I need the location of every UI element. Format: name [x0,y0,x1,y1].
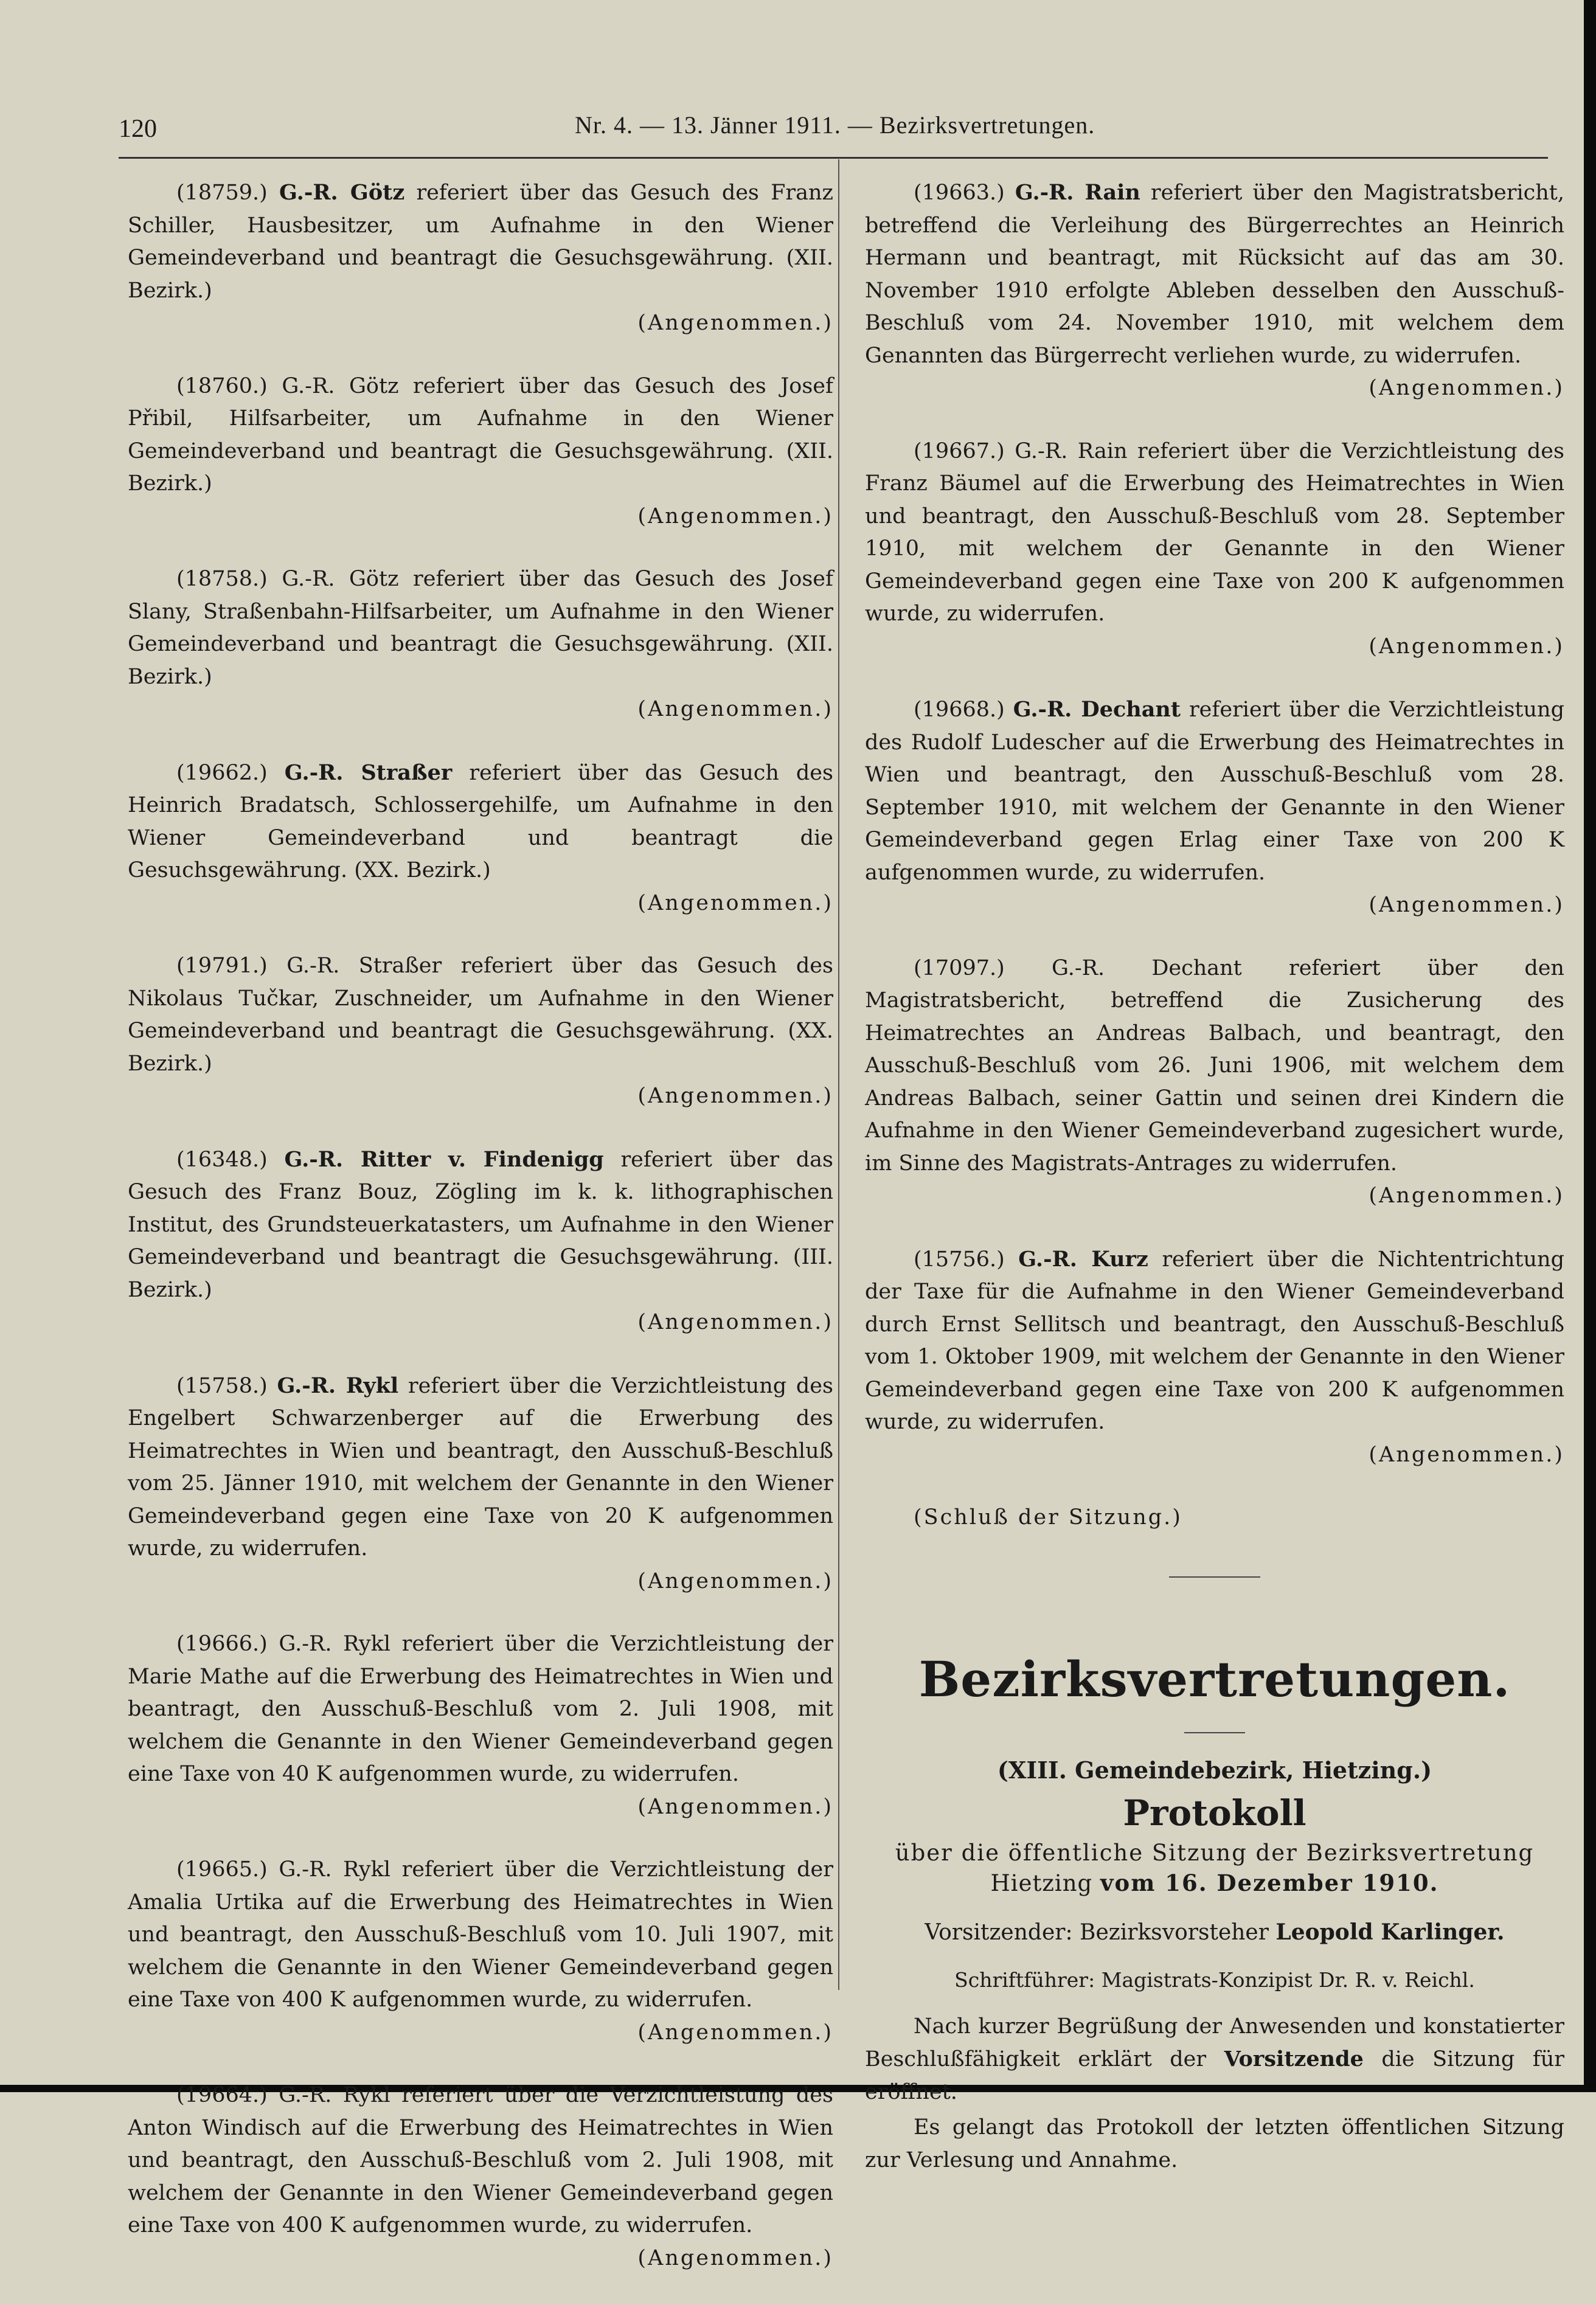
entry-text: referiert über das Gesuch des Josef Slany, Straßenbahn-Hilfsarbeiter, um Aufnahme in den Wiener Gemeindeverband und beantragt die Gesuchsgewährung. (XII. Bezirk.) [128,567,833,689]
entry-outcome: (Angenommen.) [1369,893,1564,917]
district-section [865,1534,1564,1992]
entry-ref: (19662.) [176,760,268,785]
section-title: Bezirksvertretungen. [918,1651,1511,1708]
entry-speaker: G.-R. Götz [282,567,399,591]
entry-ref: (19666.) [176,1632,268,1656]
entry [865,693,1564,922]
district-heading: (XIII. Gemeindebezirk, Hietzing.) [997,1756,1432,1784]
entry [865,952,1564,1213]
entry-outcome: (Angenommen.) [637,1310,833,1334]
column-divider [838,159,839,1990]
protokoll-date-line [865,1870,1564,1896]
entry-speaker: G.-R. Rain [1015,438,1128,463]
entry-ref: (18758.) [176,567,268,591]
session-closing: (Schluß der Sitzung.) [914,1505,1182,1530]
entry-outcome: (Angenommen.) [637,2020,833,2045]
entry-text: referiert über das Gesuch des Nikolaus Tučkar, Zuschneider, um Aufnahme in den Wiener Gemeindeverband und beantragt die Gesuchsgewährung. (XX. Bezirk.) [128,954,833,1076]
running-title: Nr. 4. — 13. Jänner 1911. — Bezirksvertretungen. [575,111,1095,139]
entry [128,1143,833,1339]
entry-text: referiert über den Magistratsbericht, betreffend die Zusicherung des Heimatrechtes an Andreas Balbach, und beantragt, den Ausschuß-Beschluß vom 26. Juni 1906, mit welchem dem Andreas Balbach, seiner Gattin und seinen drei Kindern die Aufnahme in den Wiener Gemeindeverband zugesichert wurde, im Sinne des Magistrats-Antrages zu widerrufen. [865,955,1564,1176]
entry-ref: (18760.) [176,373,268,398]
recorder-line: Schriftführer: Magistrats-Konzipist Dr. R. v. Reichl. [954,1968,1475,1992]
entry-speaker: G.-R. Rykl [279,1632,391,1656]
header-rule [119,157,1548,159]
entry-outcome: (Angenommen.) [637,311,833,335]
entry-outcome: (Angenommen.) [637,890,833,915]
entry [865,435,1564,664]
entry-ref: (15756.) [914,1247,1005,1272]
entry-text: referiert über das Gesuch des Heinrich Bradatsch, Schlossergehilfe, um Aufnahme in den Wiener Gemeindeverband und beantragt die Gesuchsgewährung. (XX. Bezirk.) [128,760,833,882]
entry-speaker: G.-R. Rain [1015,180,1140,205]
protokoll-date: vom 16. Dezember 1910. [1100,1870,1439,1896]
entry-outcome: (Angenommen.) [1369,634,1564,659]
entry-ref: (17097.) [914,955,1005,980]
entry-ref: (15758.) [176,1373,268,1398]
entry [128,757,833,920]
separator-rule [1184,1732,1245,1733]
entry-text: referiert über das Gesuch des Franz Schiller, Hausbesitzer, um Aufnahme in den Wiener Gemeindeverband und beantragt die Gesuchsgewährung. (XII. Bezirk.) [128,181,833,303]
entry-text: referiert über die Verzichtleistung der Amalia Urtika auf die Erwerbung des Heimatrechtes in Wien und beantragt, den Ausschuß-Beschluß vom 10. Juli 1907, mit welchem die Genannte in den Wiener Gemeindeverband gegen eine Taxe von 400 K aufgenommen wurde, zu widerrufen. [128,1857,833,2012]
entry-ref: (18759.) [176,181,268,205]
entry-outcome: (Angenommen.) [637,504,833,529]
entry-speaker: G.-R. Rykl [279,2083,390,2107]
entry-outcome: (Angenommen.) [637,1794,833,1819]
opening-paragraph [865,2010,1564,2109]
entry-ref: (16348.) [176,1147,268,1172]
entry-speaker: G.-R. Götz [279,180,405,205]
entry-outcome: (Angenommen.) [1369,1442,1564,1467]
entry-text: referiert über die Verzichtleistung des Rudolf Ludescher auf die Erwerbung des Heimatrechtes in Wien und beantragt, den Ausschuß-Beschluß vom 28. September 1910, mit welchem der Genannte in den Wiener Gemeindeverband gegen Erlag einer Taxe von 200 K aufgenommen wurde, zu widerrufen. [865,698,1564,885]
entry-text: referiert über den Magistratsbericht, betreffend die Verleihung des Bürgerrechtes an Heinrich Hermann und beantragt, mit Rücksicht auf das am 30. November 1910 erfolgte Ableben desselben den Ausschuß-Beschluß vom 24. November 1910, mit welchem dem Genannten das Bürgerrecht verliehen wurde, zu widerrufen. [865,181,1564,368]
entry-text: referiert über die Verzichtleistung des Anton Windisch auf die Erwerbung des Heimatrechtes in Wien und beantragt, den Ausschuß-Beschluß vom 2. Juli 1908, mit welchem der Genannte in den Wiener Gemeindeverband gegen eine Taxe von 400 K aufgenommen wurde, zu widerrufen. [128,2083,833,2237]
entry-ref: (19667.) [914,438,1005,463]
chair-label: Vorsitzender: Bezirksvorsteher [925,1920,1269,1945]
entry [128,2079,833,2275]
entry [865,1243,1564,1472]
entry [128,950,833,1113]
para-bold: Vorsitzende [1224,2047,1364,2071]
entry-speaker: G.-R. Straßer [286,954,442,978]
entry-outcome: (Angenommen.) [1369,1184,1564,1208]
entry [128,176,833,340]
entry [128,563,833,726]
entry-speaker: G.-R. Dechant [1052,955,1242,980]
entry-speaker: G.-R. Rykl [279,1857,391,1882]
entry [865,176,1564,405]
right-column [865,176,1564,2177]
protokoll-place: Hietzing [990,1870,1093,1896]
entry-text: referiert über die Verzichtleistung des Franz Bäumel auf die Erwerbung des Heimatrechtes in Wien und beantragt, den Ausschuß-Beschluß vom 28. September 1910, mit welchem der Genannte in den Wiener Gemeindeverband gegen eine Taxe von 200 K aufgenommen wurde, zu widerrufen. [865,438,1564,626]
para-text: die Sitzung für eröffnet. [865,2047,1564,2104]
entry-outcome: (Angenommen.) [637,2245,833,2270]
entry-speaker: G.-R. Rykl [277,1373,399,1398]
separator-rule [1169,1576,1260,1578]
protocol-paragraph: Es gelangt das Protokoll der letzten öffentlichen Sitzung zur Verlesung und Annahme. [865,2115,1564,2172]
page-number: 120 [119,115,157,143]
entry-text: referiert über das Gesuch des Franz Bouz, Zögling im k. k. lithographischen Institut, des Grundsteuerkatasters, um Aufnahme in den Wiener Gemeindeverband und beantragt die Gesuchsgewährung. (III. Bezirk.) [128,1147,833,1302]
page-header [119,103,1530,146]
entry-outcome: (Angenommen.) [1369,376,1564,400]
entry-ref: (19664.) [176,2083,268,2107]
entry-outcome: (Angenommen.) [637,1084,833,1108]
entry-speaker: G.-R. Dechant [1013,697,1181,722]
entry-speaker: G.-R. Kurz [1018,1246,1148,1272]
protokoll-subtitle: über die öffentliche Sitzung der Bezirksvertretung [895,1840,1535,1866]
chair-line [865,1919,1564,1945]
entry [128,370,833,533]
entry-ref: (19791.) [176,954,268,978]
entry-speaker: G.-R. Straßer [284,760,453,785]
entry-speaker: G.-R. Ritter v. Findenigg [284,1146,604,1172]
entry-outcome: (Angenommen.) [637,697,833,721]
entry-ref: (19668.) [914,698,1005,722]
chair-name: Leopold Karlinger. [1275,1919,1505,1945]
para-text: Nach kurzer Begrüßung der Anwesenden und konstatierter Beschlußfähigkeit erklärt der [865,2014,1564,2071]
entry [128,1370,833,1598]
left-column [128,176,833,2305]
scan-edge-right [1584,0,1596,2092]
entry-text: referiert über die Verzichtleistung des Engelbert Schwarzenberger auf die Erwerbung des Heimatrechtes in Wien und beantragt, den Ausschuß-Beschluß vom 25. Jänner 1910, mit welchem der Genannte in den Wiener Gemeindeverband gegen eine Taxe von 20 K aufgenommen wurde, zu widerrufen. [128,1373,833,1561]
entry-speaker: G.-R. Götz [282,373,399,398]
entry-text: referiert über die Nichtentrichtung der Taxe für die Aufnahme in den Wiener Gemeindeverband durch Ernst Sellitsch und beantragt, den Ausschuß-Beschluß vom 1. Oktober 1909, mit welchem der Genannte in den Wiener Gemeindeverband gegen eine Taxe von 200 K aufgenommen wurde, zu widerrufen. [865,1247,1564,1434]
entry-text: referiert über das Gesuch des Josef Přibil, Hilfsarbeiter, um Aufnahme in den Wiener Gemeindeverband und beantragt die Gesuchsgewährung. (XII. Bezirk.) [128,373,833,496]
entry-text: referiert über die Verzichtleistung der Marie Mathe auf die Erwerbung des Heimatrechtes in Wien und beantragt, den Ausschuß-Beschluß vom 2. Juli 1908, mit welchem die Genannte in den Wiener Gemeindeverband gegen eine Taxe von 40 K aufgenommen wurde, zu widerrufen. [128,1632,833,1786]
entry-ref: (19665.) [176,1857,268,1882]
entry [128,1628,833,1823]
entry-outcome: (Angenommen.) [637,1568,833,1593]
entry [128,1854,833,2049]
entry-ref: (19663.) [914,181,1005,205]
protokoll-title: Protokoll [1123,1792,1306,1834]
